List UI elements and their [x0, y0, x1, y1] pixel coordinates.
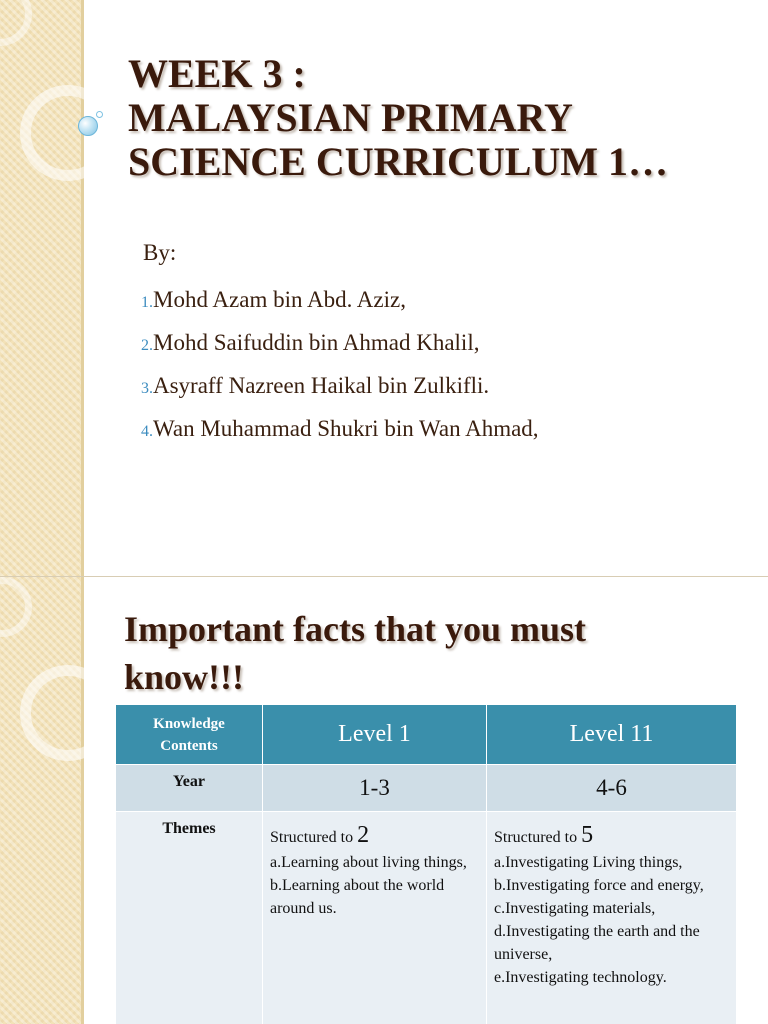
- decorative-side-strip: [0, 577, 84, 1024]
- decorative-bubble-icon: [78, 116, 98, 136]
- slide-title-heading: [128, 52, 748, 184]
- list-number: 2.: [141, 337, 153, 354]
- row-label-year: Year: [116, 765, 263, 812]
- theme-list: [263, 849, 486, 920]
- theme-item: b.Learning about the world around us.: [270, 877, 445, 917]
- decorative-bubble-icon: [96, 111, 103, 118]
- structured-count: [263, 812, 486, 849]
- structured-prefix: Structured to: [494, 829, 582, 846]
- list-number: 3.: [141, 380, 153, 397]
- facts-table: [115, 704, 737, 1024]
- header-text: Knowledge: [153, 715, 225, 732]
- header-level-2: Level 11: [487, 705, 737, 765]
- header-level-1: Level 1: [263, 705, 487, 765]
- decorative-ring: [20, 85, 116, 181]
- themes-level-2: [487, 812, 737, 1024]
- title-line: WEEK 3 :: [128, 51, 306, 96]
- theme-list: [487, 849, 736, 989]
- year-level-1: 1-3: [263, 765, 487, 812]
- author-item: [141, 280, 539, 323]
- theme-item: b.Investigating force and energy,: [494, 877, 704, 894]
- title-line: SCIENCE CURRICULUM 1…: [128, 139, 669, 184]
- slide-heading: [124, 605, 744, 701]
- author-name: Asyraff Nazreen Haikal bin Zulkifli.: [153, 373, 490, 398]
- author-item: [141, 409, 539, 452]
- theme-item: e.Investigating technology.: [494, 969, 667, 986]
- decorative-ring: [20, 665, 116, 761]
- theme-item: d.Investigating the earth and the universe,: [494, 923, 700, 963]
- theme-item: a.Learning about living things,: [270, 854, 467, 871]
- theme-item: c.Investigating materials,: [494, 900, 656, 917]
- table-row: [116, 765, 737, 812]
- slide-facts: [0, 576, 768, 1024]
- themes-level-1: [263, 812, 487, 1024]
- theme-count: 5: [581, 822, 594, 848]
- decorative-side-strip: [0, 0, 84, 576]
- table-header-row: [116, 705, 737, 765]
- heading-line: Important facts that you must: [124, 609, 586, 649]
- author-name: Wan Muhammad Shukri bin Wan Ahmad,: [153, 416, 539, 441]
- author-item: [141, 366, 539, 409]
- header-knowledge-contents: [116, 705, 263, 765]
- list-number: 1.: [141, 294, 153, 311]
- title-line: MALAYSIAN PRIMARY: [128, 95, 573, 140]
- structured-count: [487, 812, 736, 849]
- row-label-themes: Themes: [116, 812, 263, 1024]
- by-label: By:: [143, 240, 177, 265]
- author-list: [141, 280, 539, 452]
- theme-item: a.Investigating Living things,: [494, 854, 683, 871]
- decorative-ring: [0, 0, 32, 46]
- author-name: Mohd Saifuddin bin Ahmad Khalil,: [153, 330, 480, 355]
- heading-line: know!!!: [124, 657, 245, 697]
- decorative-ring: [0, 577, 32, 637]
- table-row: [116, 812, 737, 1024]
- theme-count: 2: [357, 822, 370, 848]
- author-name: Mohd Azam bin Abd. Aziz,: [153, 287, 406, 312]
- header-text: Contents: [160, 737, 218, 754]
- year-level-2: 4-6: [487, 765, 737, 812]
- author-item: [141, 323, 539, 366]
- list-number: 4.: [141, 423, 153, 440]
- structured-prefix: Structured to: [270, 829, 358, 846]
